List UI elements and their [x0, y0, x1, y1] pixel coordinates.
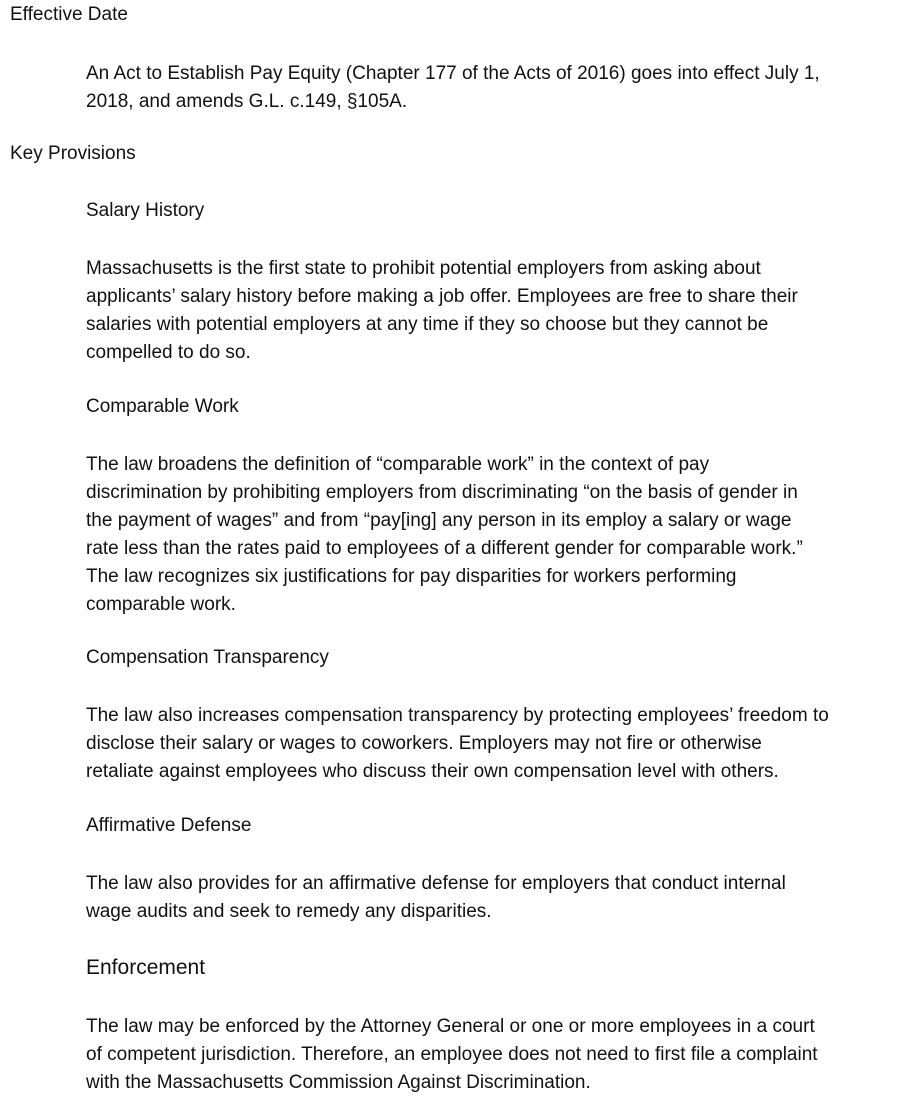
- paragraph-line: The law also provides for an affirmative defense for employers that conduct internal: [86, 873, 786, 894]
- paragraph-line: applicants’ salary history before making a job offer. Employees are free to share their: [86, 286, 798, 307]
- paragraph-line: Massachusetts is the first state to prohibit potential employers from asking about: [86, 258, 761, 279]
- key-provisions-heading: Key Provisions: [10, 143, 136, 164]
- enforcement-title: Enforcement: [86, 956, 206, 979]
- paragraph-line: disclose their salary or wages to coworkers. Employers may not fire or otherwise: [86, 733, 762, 754]
- paragraph-line: An Act to Establish Pay Equity (Chapter 177 of the Acts of 2016) goes into effect July 1,: [86, 63, 820, 84]
- paragraph-line: wage audits and seek to remedy any disparities.: [86, 901, 492, 922]
- affirmative-defense-title: Affirmative Defense: [86, 815, 252, 836]
- paragraph-line: the payment of wages” and from “pay[ing] any person in its employ a salary or wage: [86, 510, 792, 531]
- paragraph-line: discrimination by prohibiting employers from discriminating “on the basis of gender in: [86, 482, 798, 503]
- paragraph-line: compelled to do so.: [86, 342, 251, 363]
- salary-history-title: Salary History: [86, 200, 205, 221]
- paragraph-line: retaliate against employees who discuss their own compensation level with others.: [86, 761, 779, 782]
- paragraph-line: The law recognizes six justifications for pay disparities for workers performing: [86, 566, 737, 587]
- paragraph-line: The law also increases compensation transparency by protecting employees’ freedom to: [86, 705, 829, 726]
- effective-date-paragraph: [86, 60, 910, 116]
- compensation-transparency-title: Compensation Transparency: [86, 647, 329, 668]
- comparable-work-title: Comparable Work: [86, 396, 239, 417]
- paragraph-line: comparable work.: [86, 594, 236, 615]
- paragraph-line: The law broadens the definition of “comparable work” in the context of pay: [86, 454, 710, 475]
- affirmative-defense-paragraph: [86, 870, 910, 926]
- paragraph-line: of competent jurisdiction. Therefore, an employee does not need to first file a complaint: [86, 1044, 818, 1065]
- paragraph-line: salaries with potential employers at any time if they so choose but they cannot be: [86, 314, 769, 335]
- paragraph-line: The law may be enforced by the Attorney General or one or more employees in a court: [86, 1016, 815, 1037]
- compensation-transparency-paragraph: [86, 702, 910, 786]
- paragraph-line: with the Massachusetts Commission Against Discrimination.: [86, 1072, 591, 1093]
- paragraph-line: rate less than the rates paid to employees of a different gender for comparable work.”: [86, 538, 803, 559]
- salary-history-paragraph: [86, 255, 910, 367]
- comparable-work-paragraph: [86, 451, 910, 619]
- enforcement-paragraph: [86, 1013, 910, 1097]
- effective-date-heading: Effective Date: [10, 4, 128, 25]
- paragraph-line: 2018, and amends G.L. c.149, §105A.: [86, 91, 408, 112]
